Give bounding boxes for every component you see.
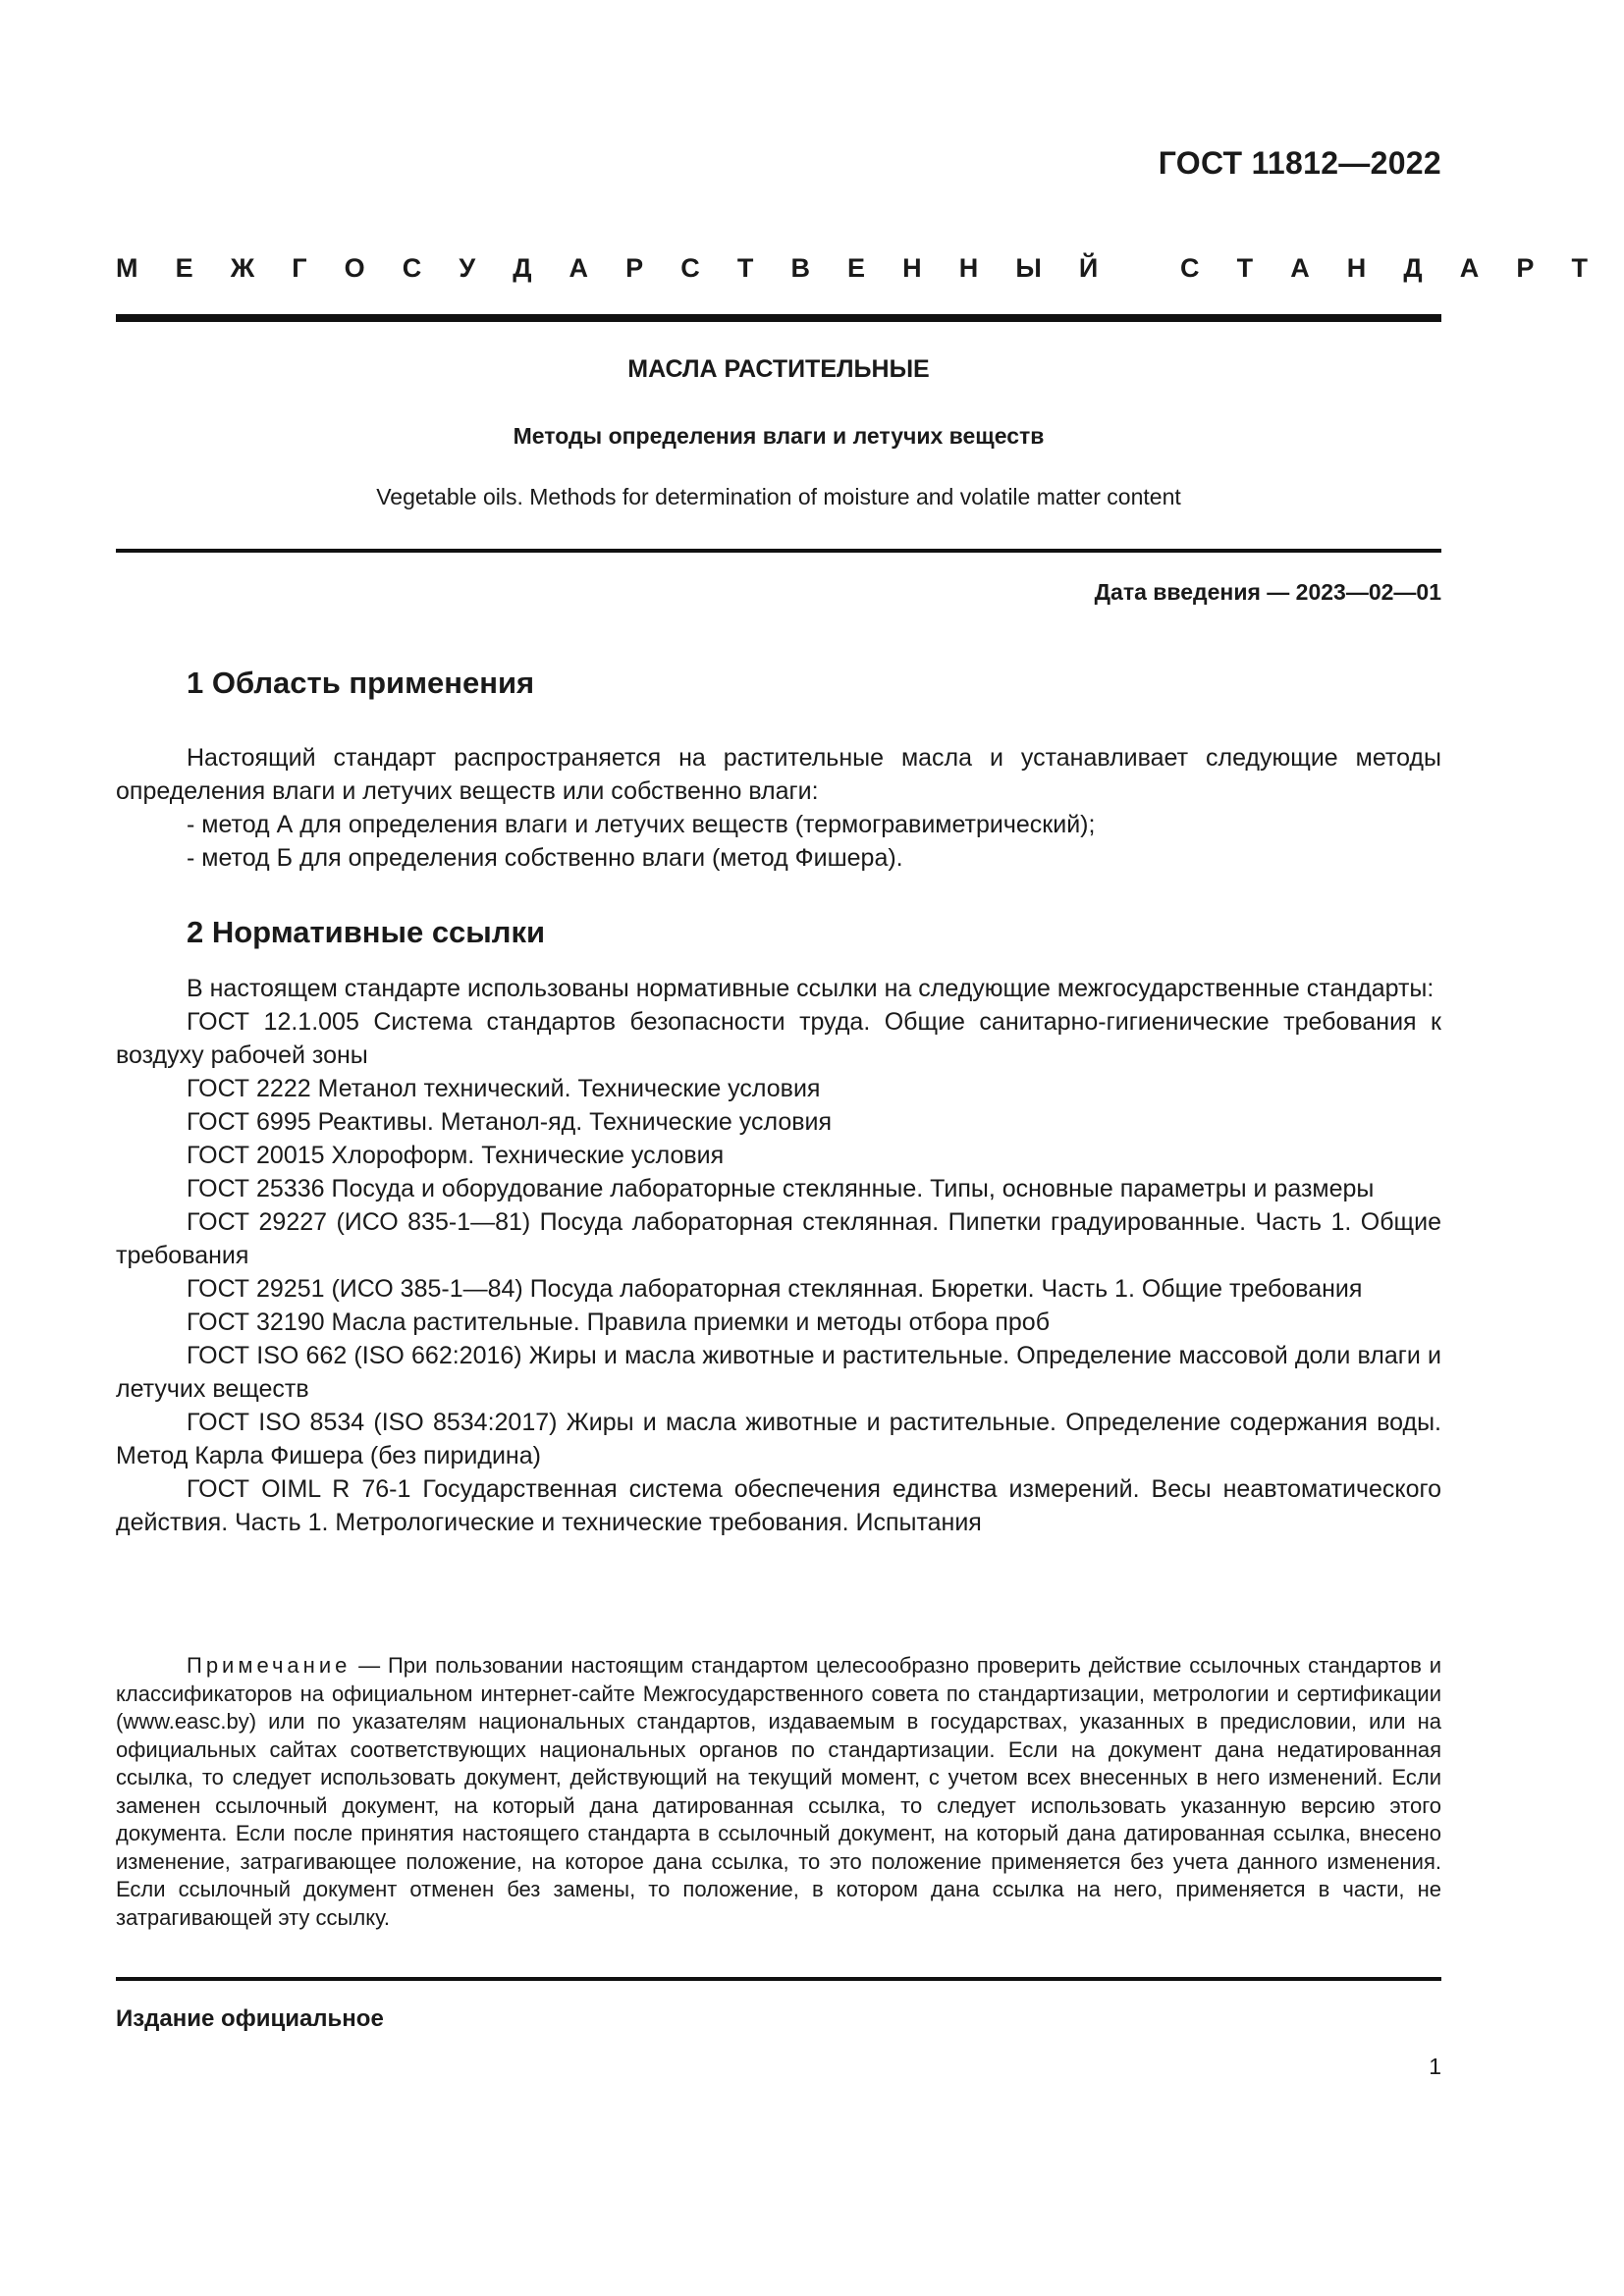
references-note bbox=[116, 1652, 1441, 1932]
document-subtitle: Методы определения влаги и летучих веществ bbox=[513, 423, 1045, 449]
note-text: — При пользовании настоящим стандартом целесообразно проверить действие ссылочных стандартов и классификаторов на официальном интернет-сайте Межгосударственного совета по стандартизации, метрологии и сертификации (www.easc.by) или по указателям национальных стандартов, издаваемым в государствах, указанных в предисловии, или на официальных сайтах соответствующих национальных органов по стандартизации. Если на документ дана недатированная ссылка, то следует использовать документ, действующий на текущий момент, с учетом всех внесенных в него изменений. Если заменен ссылочный документ, на который дана датированная ссылка, то следует использовать указанную версию этого документа. Если после принятия настоящего стандарта в ссылочный документ, на который дана датированная ссылка, внесено изменение, затрагивающее положение, на которое дана ссылка, то это положение применяется без учета данного изменения. Если ссылочный документ отменен без замены, то положение, в котором дана ссылка на него, применяется в части, не затрагивающей эту ссылку. bbox=[116, 1653, 1441, 1930]
reference-item: ГОСТ 6995 Реактивы. Метанол-яд. Технические условия bbox=[187, 1108, 833, 1136]
reference-item: ГОСТ 32190 Масла растительные. Правила приемки и методы отбора проб bbox=[187, 1308, 1051, 1336]
document-number: ГОСТ 11812—2022 bbox=[1158, 145, 1441, 181]
reference-item: ГОСТ 25336 Посуда и оборудование лабораторные стеклянные. Типы, основные параметры и размеры bbox=[187, 1175, 1375, 1202]
reference-item: ГОСТ 12.1.005 Система стандартов безопасности труда. Общие санитарно-гигиенические требования к воздуху рабочей зоны bbox=[116, 1008, 1441, 1069]
document-title-english: Vegetable oils. Methods for determination of moisture and volatile matter content bbox=[376, 484, 1181, 509]
section-1-body bbox=[116, 741, 1441, 875]
document-title: МАСЛА РАСТИТЕЛЬНЫЕ bbox=[627, 355, 930, 383]
section-2-body bbox=[116, 972, 1441, 1539]
section-2-heading: 2 Нормативные ссылки bbox=[187, 915, 546, 949]
title-divider bbox=[116, 549, 1441, 553]
introduction-date: Дата введения — 2023—02—01 bbox=[1094, 579, 1441, 605]
footer-divider bbox=[116, 1977, 1441, 1981]
reference-item: ГОСТ ISO 662 (ISO 662:2016) Жиры и масла животные и растительные. Определение массовой доли влаги и летучих веществ bbox=[116, 1342, 1441, 1403]
reference-item: ГОСТ ISO 8534 (ISO 8534:2017) Жиры и масла животные и растительные. Определение содержания воды. Метод Карла Фишера (без пиридина) bbox=[116, 1409, 1441, 1469]
standard-type-heading bbox=[116, 253, 1603, 284]
section-1-item: - метод Б для определения собственно влаги (метод Фишера). bbox=[187, 844, 903, 872]
reference-item: ГОСТ 2222 Метанол технический. Технические условия bbox=[187, 1075, 821, 1102]
note-label: Примечание bbox=[187, 1653, 352, 1678]
section-1-paragraph: Настоящий стандарт распространяется на растительные масла и устанавливает следующие методы определения влаги и летучих веществ или собственно влаги: bbox=[116, 744, 1441, 805]
standard-type-label: М Е Ж Г О С У Д А Р С Т В Е Н Н Ы Й С Т А Н Д А Р Т bbox=[116, 253, 1603, 283]
section-1-item: - метод А для определения влаги и летучих веществ (термогравиметрический); bbox=[187, 811, 1096, 838]
page-number: 1 bbox=[1429, 2054, 1441, 2079]
reference-item: ГОСТ 20015 Хлороформ. Технические условия bbox=[187, 1142, 725, 1169]
reference-item: ГОСТ 29227 (ИСО 835-1—81) Посуда лабораторная стеклянная. Пипетки градуированные. Часть 1. Общие требования bbox=[116, 1208, 1441, 1269]
reference-item: ГОСТ 29251 (ИСО 385-1—84) Посуда лабораторная стеклянная. Бюретки. Часть 1. Общие требования bbox=[187, 1275, 1363, 1303]
reference-item: ГОСТ OIML R 76-1 Государственная система обеспечения единства измерений. Весы неавтоматического действия. Часть 1. Метрологические и технические требования. Испытания bbox=[116, 1475, 1441, 1536]
edition-label: Издание официальное bbox=[116, 2005, 384, 2032]
header-divider bbox=[116, 314, 1441, 322]
section-2-intro: В настоящем стандарте использованы нормативные ссылки на следующие межгосударственные стандарты: bbox=[187, 975, 1435, 1002]
section-1-heading: 1 Область применения bbox=[187, 666, 535, 700]
